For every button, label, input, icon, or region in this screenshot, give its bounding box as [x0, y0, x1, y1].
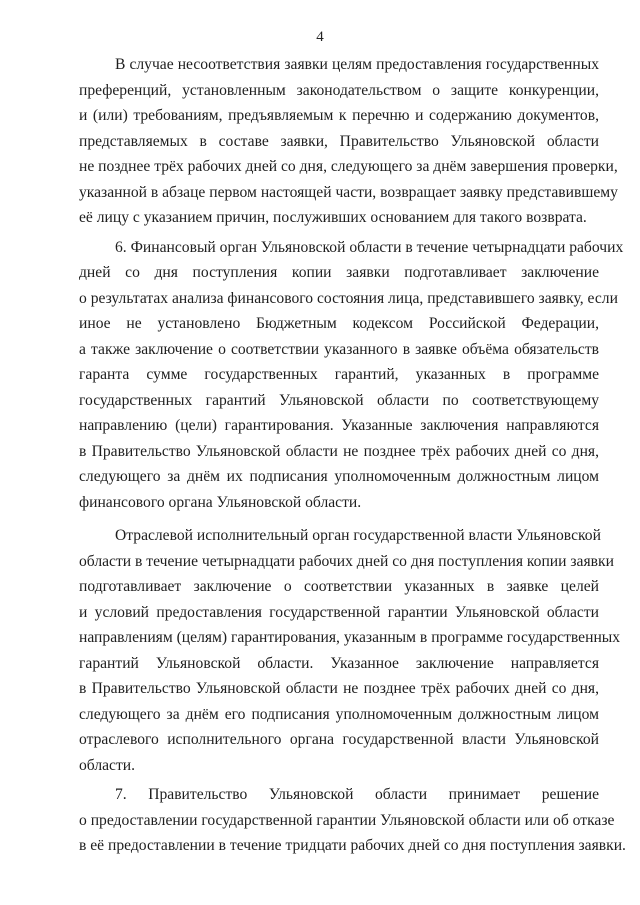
text-line: о результатах анализа финансового состояния лица, представившего заявку, если: [79, 289, 618, 307]
text-line: следующего за днём его подписания уполномоченным должностным лицом: [79, 705, 599, 723]
paragraph-2: [79, 235, 624, 516]
text-line: в её предоставлении в течение тридцати рабочих дней со дня поступления заявки.: [79, 837, 626, 854]
text-line: области.: [79, 756, 136, 774]
text-line: её лицу с указанием причин, послуживших основанием для такого возврата.: [79, 209, 587, 226]
text-line: представляемых в составе заявки, Правительство Ульяновской области: [79, 132, 599, 150]
text-line: отраслевого исполнительного органа государственной власти Ульяновской: [79, 731, 599, 748]
text-line: в Правительство Ульяновской области не позднее трёх рабочих дней со дня,: [79, 442, 599, 460]
text-line: в Правительство Ульяновской области не позднее трёх рабочих дней со дня,: [79, 680, 599, 697]
text-line: 6. Финансовый орган Ульяновской области в течение четырнадцати рабочих: [115, 238, 624, 256]
text-line: а также заключение о соответствии указанного в заявке объёма обязательств: [79, 340, 599, 358]
text-line: о предоставлении государственной гарантии Ульяновской области или об отказе: [79, 811, 615, 829]
text-line: и условий предоставления государственной гарантии Ульяновской области: [79, 603, 599, 621]
document-body: [79, 52, 626, 859]
text-line: гаранта сумме государственных гарантий, указанных в программе: [79, 366, 599, 383]
paragraph-1: [79, 52, 618, 231]
paragraph-4: [79, 782, 626, 859]
text-line: области в течение четырнадцати рабочих дней со дня поступления копии заявки: [79, 552, 614, 570]
text-line: преференций, установленным законодательством о защите конкуренции,: [79, 81, 599, 99]
text-line: дней со дня поступления копии заявки подготавливает заключение: [79, 264, 599, 281]
page-number: 4: [316, 29, 324, 45]
text-line: В случае несоответствия заявки целям предоставления государственных: [115, 56, 599, 73]
text-line: иное не установлено Бюджетным кодексом Российской Федерации,: [79, 315, 599, 332]
text-line: направлению (цели) гарантирования. Указанные заключения направляются: [79, 417, 599, 434]
text-line: не позднее трёх рабочих дней со дня, следующего за днём завершения проверки,: [79, 158, 618, 175]
text-line: финансового органа Ульяновской области.: [79, 493, 362, 511]
text-line: 7. Правительство Ульяновской области принимает решение: [115, 786, 599, 803]
text-line: государственных гарантий Ульяновской области по соответствующему: [79, 391, 599, 409]
text-line: Отраслевой исполнительный орган государственной власти Ульяновской: [115, 527, 601, 544]
text-line: следующего за днём их подписания уполномоченным должностным лицом: [79, 468, 599, 485]
text-line: указанной в абзаце первом настоящей части, возвращает заявку представившему: [79, 183, 618, 201]
text-line: подготавливает заключение о соответствии указанных в заявке целей: [79, 578, 599, 595]
text-line: гарантий Ульяновской области. Указанное заключение направляется: [79, 654, 599, 672]
text-line: и (или) требованиям, предъявляемым к перечню и содержанию документов,: [79, 107, 599, 124]
text-line: направлениям (целям) гарантирования, указанным в программе государственных: [79, 629, 621, 646]
paragraph-3: [79, 523, 621, 778]
